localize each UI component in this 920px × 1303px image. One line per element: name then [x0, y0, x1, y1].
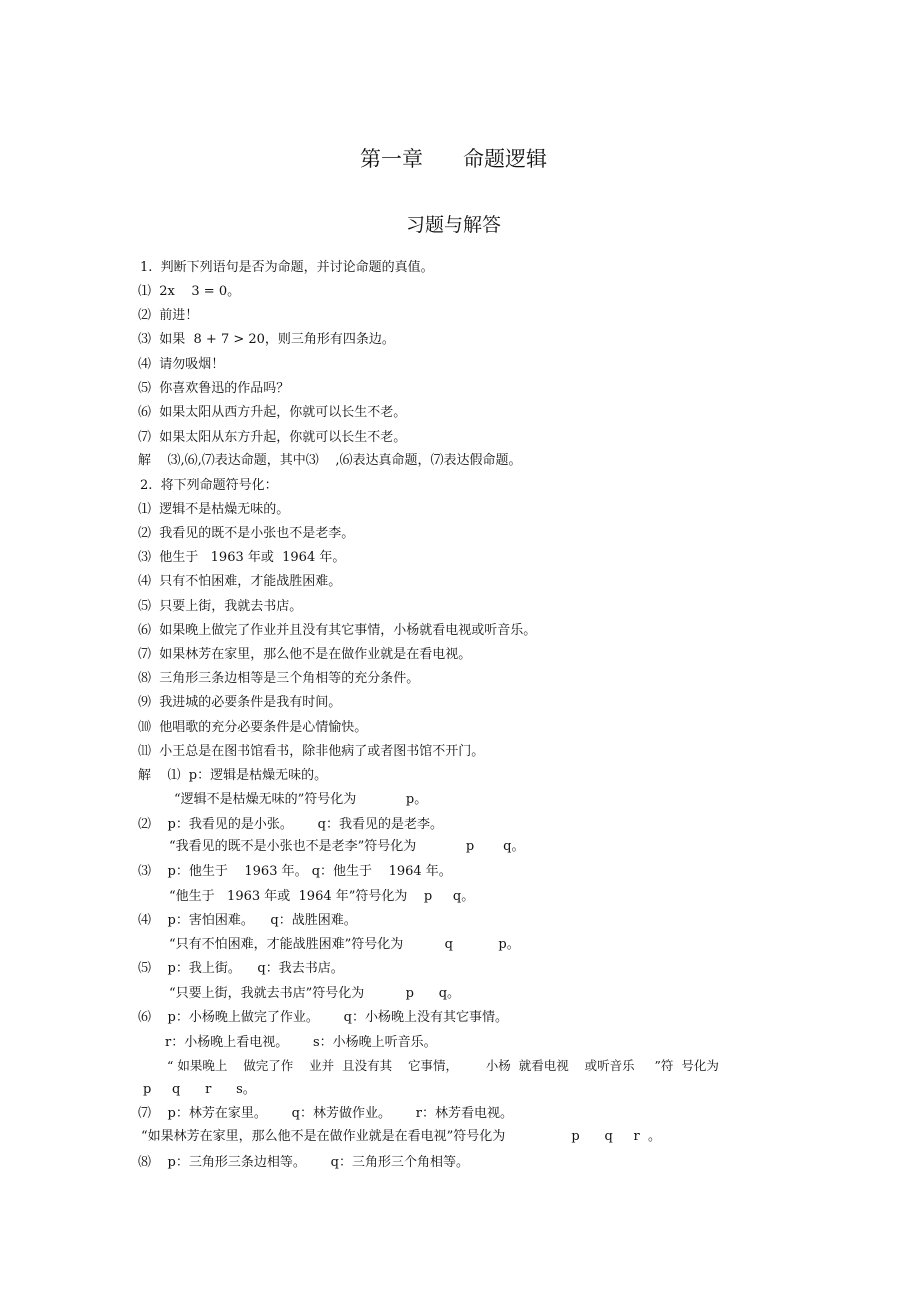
q1-item: ⑷ 请勿吸烟！: [138, 357, 225, 372]
q1-item: ⑶ 如果 8 + 7 > 20，则三角形有四条边。: [138, 332, 395, 347]
q1-item: ⑹ 如果太阳从西方升起，你就可以长生不老。: [138, 405, 407, 420]
q1-item: ⑸ 你喜欢鲁迅的作品吗？: [138, 381, 290, 396]
solution-line: “逻辑不是枯燥无味的”符号化为 p。: [174, 792, 428, 807]
q1-prompt: 1. 判断下列语句是否为命题，并讨论命题的真值。: [140, 260, 434, 275]
solution-line: “ 如果晚上 做完了作 业并 且没有其 它事情， 小杨 就看电视 或听音乐 ”符 号化为: [167, 1058, 719, 1073]
q2-item: ⑺ 如果林芳在家里，那么他不是在做作业就是在看电视。: [138, 647, 472, 662]
chapter-title: 第一章 命题逻辑: [360, 147, 548, 171]
solution-line: ⑻ p：三角形三条边相等。 q：三角形三个角相等。: [138, 1155, 469, 1170]
solution-line: ⑹ p：小杨晚上做完了作业。 q：小杨晚上没有其它事情。: [138, 1010, 508, 1025]
q1-item: ⑴ 2x 3 = 0。: [138, 284, 241, 299]
section-title: 习题与解答: [406, 214, 502, 236]
q2-item: ⑾ 小王总是在图书馆看书，除非他病了或者图书馆不开门。: [138, 744, 485, 759]
q2-item: ⑹ 如果晚上做完了作业并且没有其它事情，小杨就看电视或听音乐。: [138, 623, 537, 638]
solution-line: “我看见的既不是小张也不是老李”符号化为 p q。: [169, 839, 525, 854]
solution-line: “他生于 1963 年或 1964 年”符号化为 p q。: [169, 889, 475, 904]
solution-line: ⑸ p：我上街。 q：我去书店。: [138, 961, 344, 976]
q2-prompt: 2. 将下列命题符号化：: [140, 478, 278, 493]
solution-line: r：小杨晚上看电视。 s：小杨晚上听音乐。: [165, 1035, 437, 1050]
solution-line: “如果林芳在家里，那么他不是在做作业就是在看电视”符号化为 p q r 。: [141, 1129, 661, 1144]
q2-item: ⑴ 逻辑不是枯燥无味的。: [138, 502, 290, 517]
solution-line: ⑷ p：害怕困难。 q：战胜困难。: [138, 913, 357, 928]
q2-item: ⑶ 他生于 1963 年或 1964 年。: [138, 550, 346, 565]
solution-line: ⑺ p：林芳在家里。 q：林芳做作业。 r：林芳看电视。: [138, 1106, 513, 1121]
q2-item: ⑽ 他唱歌的充分必要条件是心情愉快。: [138, 720, 368, 735]
q1-answer: 解 ⑶,⑹,⑺表达命题，其中⑶ ,⑹表达真命题，⑺表达假命题。: [138, 453, 522, 468]
q2-item: ⑻ 三角形三条边相等是三个角相等的充分条件。: [138, 671, 420, 686]
q2-item: ⑵ 我看见的既不是小张也不是老李。: [138, 526, 355, 541]
q2-item: ⑸ 只要上街，我就去书店。: [138, 599, 303, 614]
solution-line: ⑶ p：他生于 1963 年。 q：他生于 1964 年。: [138, 864, 452, 879]
solution-line: 解 ⑴ p：逻辑是枯燥无味的。: [138, 768, 328, 783]
solution-line: “只要上街，我就去书店”符号化为 p q。: [169, 986, 461, 1001]
q1-item: ⑺ 如果太阳从东方升起，你就可以长生不老。: [138, 430, 407, 445]
q1-item: ⑵ 前进！: [138, 308, 199, 323]
solution-line: ⑵ p：我看见的是小张。 q：我看见的是老李。: [138, 817, 443, 832]
q2-item: ⑷ 只有不怕困难，才能战胜困难。: [138, 574, 342, 589]
solution-line: “只有不怕困难，才能战胜困难”符号化为 q p。: [169, 937, 520, 952]
q2-item: ⑼ 我进城的必要条件是我有时间。: [138, 695, 342, 710]
solution-line: p q r s。: [143, 1082, 256, 1097]
